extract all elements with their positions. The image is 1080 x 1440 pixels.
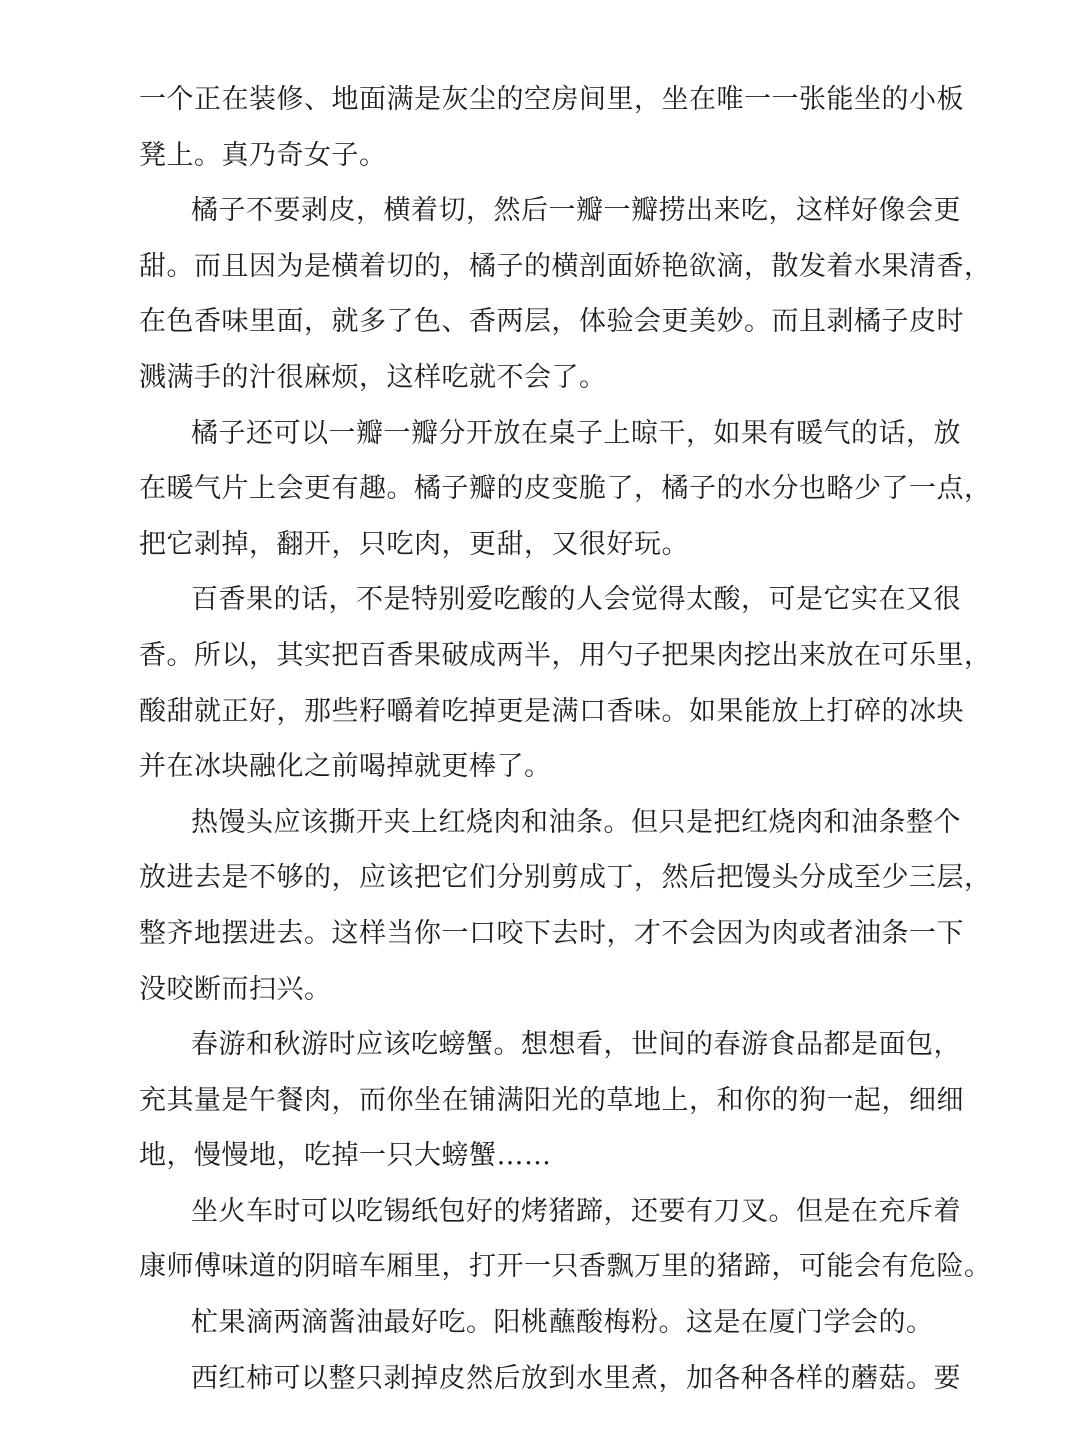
text-line: 整齐地摆进去。这样当你一口咬下去时，才不会因为肉或者油条一下	[139, 917, 964, 949]
text-line: 坐火车时可以吃锡纸包好的烤猪蹄，还要有刀叉。但是在充斥着	[191, 1195, 961, 1227]
paragraph	[139, 795, 992, 1017]
text-line: 溅满手的汁很麻烦，这样吃就不会了。	[139, 361, 607, 393]
text-line: 在色香味里面，就多了色、香两层，体验会更美妙。而且剥橘子皮时	[139, 306, 964, 338]
paragraph	[139, 572, 992, 794]
paragraph	[139, 1295, 934, 1351]
text-line: 充其量是午餐肉，而你坐在铺满阳光的草地上，和你的狗一起，细细	[139, 1084, 964, 1116]
text-line: 康师傅味道的阴暗车厢里，打开一只香飘万里的猪蹄，可能会有危险。	[139, 1251, 992, 1283]
text-line: 热馒头应该撕开夹上红烧肉和油条。但只是把红烧肉和油条整个	[191, 806, 961, 838]
text-line: 杧果滴两滴酱油最好吃。阳桃蘸酸梅粉。这是在厦门学会的。	[191, 1307, 934, 1339]
text-line: 香。所以，其实把百香果破成两半，用勺子把果肉挖出来放在可乐里，	[139, 639, 992, 671]
paragraph	[139, 1184, 992, 1295]
text-line: 把它剥掉，翻开，只吃肉，更甜，又很好玩。	[139, 528, 689, 560]
paragraph	[139, 1351, 961, 1407]
text-line: 一个正在装修、地面满是灰尘的空房间里，坐在唯一一张能坐的小板	[139, 84, 964, 115]
text-line: 并在冰块融化之前喝掉就更棒了。	[139, 751, 552, 783]
paragraph	[139, 406, 992, 573]
text-line: 橘子还可以一瓣一瓣分开放在桌子上晾干，如果有暖气的话，放	[191, 417, 961, 449]
text-line: 没咬断而扫兴。	[139, 973, 332, 1005]
text-line: 橘子不要剥皮，横着切，然后一瓣一瓣捞出来吃，这样好像会更	[191, 195, 961, 227]
paragraph	[139, 1017, 964, 1184]
text-line: 西红柿可以整只剥掉皮然后放到水里煮，加各种各样的蘑菇。要	[191, 1362, 961, 1394]
text-line: 在暖气片上会更有趣。橘子瓣的皮变脆了，橘子的水分也略少了一点，	[139, 473, 992, 505]
text-body	[139, 72, 992, 1406]
text-line: 酸甜就正好，那些籽嚼着吃掉更是满口香味。如果能放上打碎的冰块	[139, 695, 964, 727]
paragraph	[139, 72, 964, 183]
text-line: 放进去是不够的，应该把它们分别剪成丁，然后把馒头分成至少三层，	[139, 862, 992, 894]
text-line: 春游和秋游时应该吃螃蟹。想想看，世间的春游食品都是面包，	[191, 1029, 961, 1061]
text-line: 甜。而且因为是横着切的，橘子的横剖面娇艳欲滴，散发着水果清香，	[139, 250, 992, 282]
text-line: 地，慢慢地，吃掉一只大螃蟹……	[139, 1140, 552, 1172]
paragraph	[139, 183, 992, 405]
text-line: 凳上。真乃奇女子。	[139, 139, 387, 171]
text-line: 百香果的话，不是特别爱吃酸的人会觉得太酸，可是它实在又很	[191, 584, 961, 616]
